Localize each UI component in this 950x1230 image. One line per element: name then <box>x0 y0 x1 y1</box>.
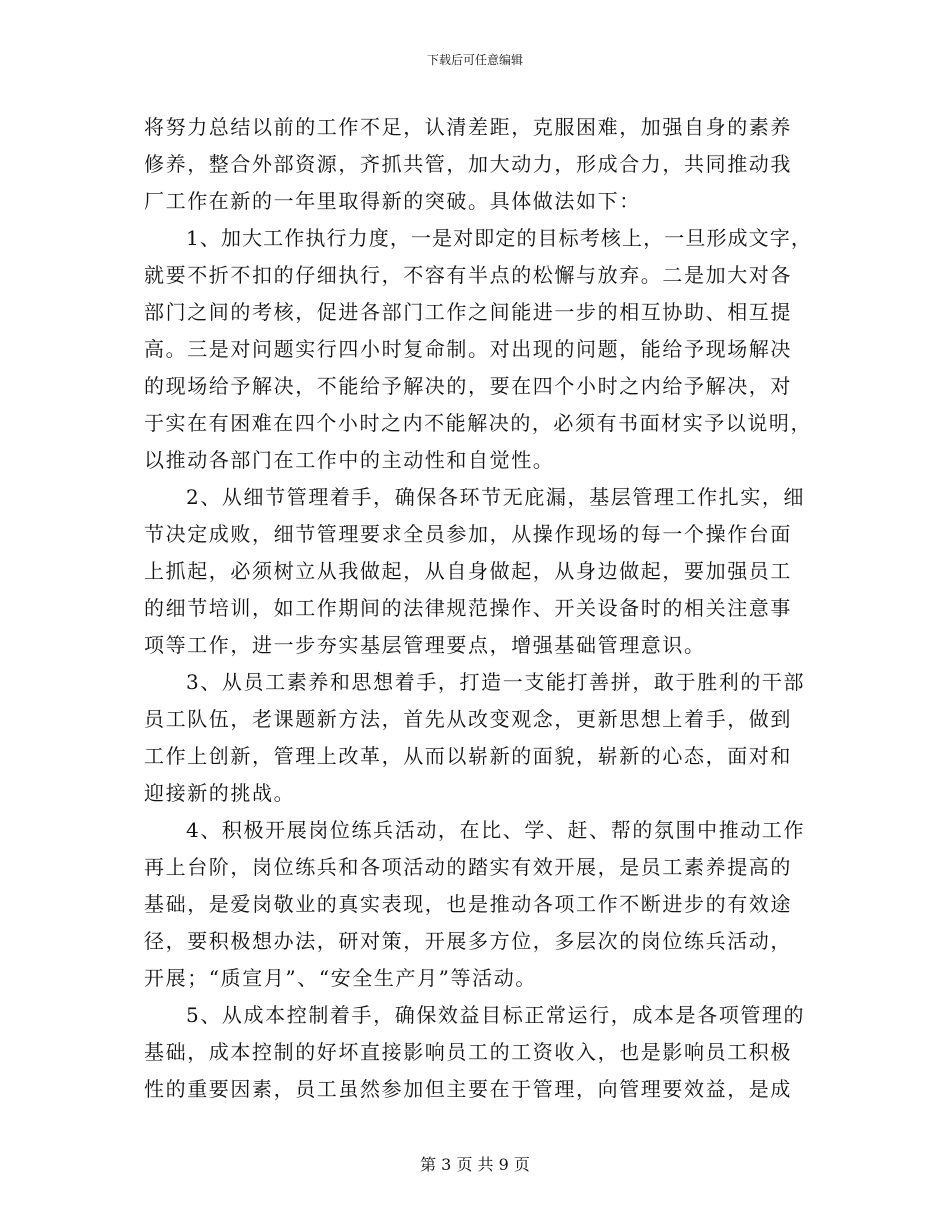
text-line: 员工队伍，老课题新方法，首先从改变观念，更新思想上着手，做到 <box>144 707 792 731</box>
text-line: 高。三是对问题实行四小时复命制。对出现的问题，能给予现场解决 <box>144 337 792 361</box>
page-header: 下载后可任意编辑 <box>426 53 523 67</box>
text-line: 工作上创新，管理上改革，从而以崭新的面貌，崭新的心态，面对和 <box>144 744 792 768</box>
text-line: 4、积极开展岗位练兵活动，在比、学、赶、帮的氛围中推动工作 <box>186 818 806 842</box>
text-line: 于实在有困难在四个小时之内不能解决的，必须有书面材实予以说明， <box>144 411 812 435</box>
text-line: 再上台阶，岗位练兵和各项活动的踏实有效开展，是员工素养提高的 <box>144 855 792 879</box>
page-number: 第 3 页 共 9 页 <box>420 1155 530 1174</box>
text-line: 基础，成本控制的好坏直接影响员工的工资收入，也是影响员工积极 <box>144 1040 792 1064</box>
text-line: 迎接新的挑战。 <box>144 781 296 805</box>
text-line: 项等工作，进一步夯实基层管理要点，增强基础管理意识。 <box>144 633 706 657</box>
text-line: 基础，是爱岗敬业的真实表现，也是推动各项工作不断进步的有效途 <box>144 892 792 916</box>
document-body <box>0 110 950 1120</box>
text-line: 性的重要因素，员工虽然参加但主要在于管理，向管理要效益，是成 <box>144 1077 792 1101</box>
text-line: 修养，整合外部资源，齐抓共管，加大动力，形成合力，共同推动我 <box>144 152 792 176</box>
text-line: 3、从员工素养和思想着手，打造一支能打善拼，敢于胜利的干部 <box>186 670 806 694</box>
text-line: 2、从细节管理着手，确保各环节无庇漏，基层管理工作扎实，细 <box>186 485 806 509</box>
text-line: 厂工作在新的一年里取得新的突破。具体做法如下： <box>144 189 641 213</box>
text-line: 1、加大工作执行力度，一是对即定的目标考核上，一旦形成文字， <box>186 226 812 250</box>
text-line: 以推动各部门在工作中的主动性和自觉性。 <box>144 448 555 472</box>
text-line: 将努力总结以前的工作不足，认清差距，克服困难，加强自身的素养 <box>144 115 792 139</box>
text-line: 径，要积极想办法，研对策，开展多方位，多层次的岗位练兵活动， <box>144 929 792 953</box>
text-line: 节决定成败，细节管理要求全员参加，从操作现场的每一个操作台面 <box>144 522 792 546</box>
text-line: 开展；“质宣月”、“安全生产月”等活动。 <box>144 966 537 990</box>
text-line: 部门之间的考核，促进各部门工作之间能进一步的相互协助、相互提 <box>144 300 792 324</box>
text-line: 的现场给予解决，不能给予解决的，要在四个小时之内给予解决，对 <box>144 374 792 398</box>
text-line: 上抓起，必须树立从我做起，从自身做起，从身边做起，要加强员工 <box>144 559 792 583</box>
text-line: 5、从成本控制着手，确保效益目标正常运行，成本是各项管理的 <box>186 1003 806 1027</box>
text-line: 的细节培训，如工作期间的法律规范操作、开关设备时的相关注意事 <box>144 596 792 620</box>
text-line: 就要不折不扣的仔细执行，不容有半点的松懈与放弃。二是加大对各 <box>144 263 792 287</box>
